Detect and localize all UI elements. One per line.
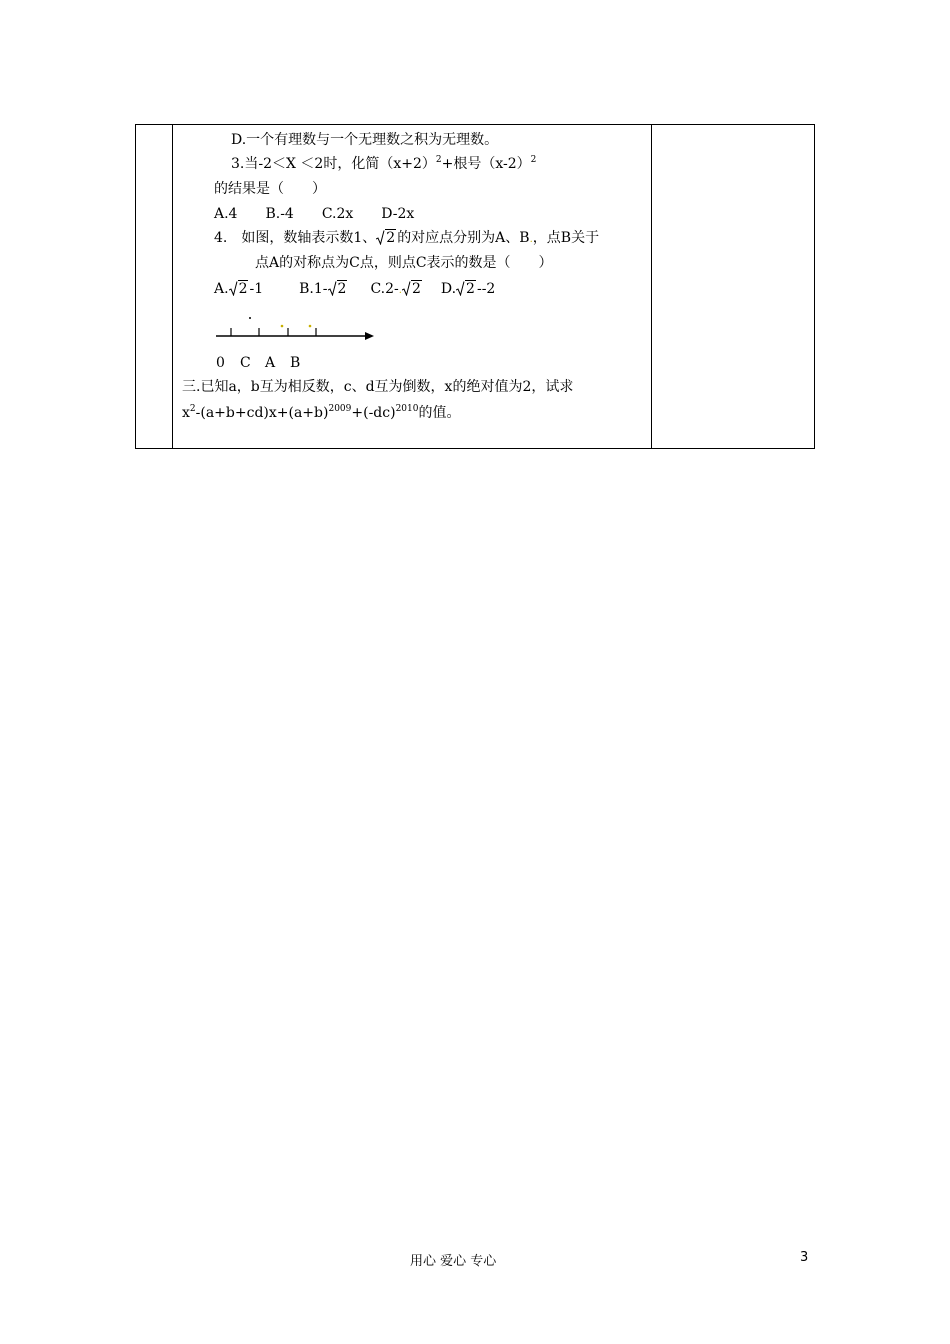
q4-opt-c: C.2-. 2 bbox=[370, 281, 421, 297]
yellow-mark bbox=[281, 325, 284, 328]
q3-options: A.4 B.-4 C.2x D-2x bbox=[214, 206, 415, 222]
sqrt-symbol: 2 bbox=[328, 280, 348, 298]
table-divider-left bbox=[172, 125, 173, 448]
page-number: 3 bbox=[800, 1250, 809, 1265]
number-line-figure bbox=[212, 316, 382, 348]
section3-line2: $x^2-(a+b+cd)x+(a+b)^{2009}+(-dc)^{2010}$的值。 bbox=[182, 404, 461, 421]
q3-sup2: 2 bbox=[530, 155, 537, 165]
q4-opt-d: D. 2 --2 bbox=[440, 281, 496, 297]
yellow-mark bbox=[309, 325, 312, 328]
q3-line1 bbox=[231, 155, 536, 175]
q4-options bbox=[214, 280, 495, 300]
q4-text-a: 4. 如图，数轴表示数1、 bbox=[214, 230, 377, 246]
q3-sup1: 2 bbox=[435, 155, 442, 165]
q4-opt-b: B.1- 2 bbox=[299, 281, 347, 297]
stray-dot bbox=[249, 317, 251, 319]
axis-label-b: B bbox=[290, 355, 301, 371]
q4-text-c: ，点B关于 bbox=[532, 230, 600, 246]
sqrt-symbol: 2 bbox=[402, 280, 422, 298]
q3-text-a: 3.当-2＜X ＜2时，化简（x+2） bbox=[231, 156, 436, 172]
q3-text-b: +根号（x-2） bbox=[441, 156, 531, 172]
footer-motto: 用心 爱心 专心 bbox=[410, 1254, 497, 1269]
sqrt-symbol: 2 bbox=[456, 280, 476, 298]
sqrt-symbol: 2 bbox=[229, 280, 249, 298]
axis-label-a: A bbox=[265, 355, 276, 371]
q4-line2: 点A的对称点为C点，则点C表示的数是（ ） bbox=[255, 255, 553, 271]
q4-text-b: 的对应点分别为A、B bbox=[397, 230, 530, 246]
q4-line1 bbox=[214, 229, 599, 249]
axis-label-0: 0 bbox=[216, 355, 225, 371]
axis-label-c: C bbox=[240, 355, 251, 371]
yellow-dot: . bbox=[529, 234, 533, 245]
q3-line2: 的结果是（ ） bbox=[214, 181, 326, 197]
q4-opt-a: A. 2 -1 bbox=[214, 281, 264, 297]
section3-line1: 三.已知a，b互为相反数，c、d互为倒数，x的绝对值为2，试求 bbox=[182, 379, 574, 395]
sqrt-symbol: 2 bbox=[376, 229, 396, 247]
axis-arrow bbox=[365, 332, 374, 340]
table-divider-right bbox=[651, 125, 652, 448]
q2-option-d: D.一个有理数与一个无理数之积为无理数。 bbox=[231, 132, 499, 148]
